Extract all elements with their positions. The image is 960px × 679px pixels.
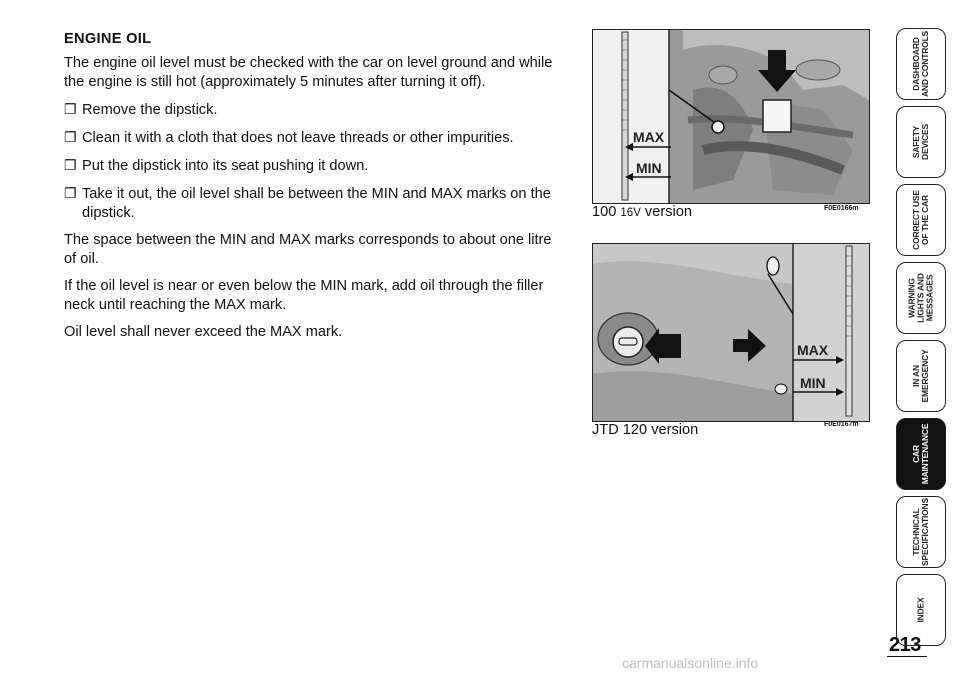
step-item	[64, 184, 564, 223]
tab-in-an-emergency[interactable]: IN AN EMERGENCY	[896, 340, 946, 412]
step-item	[64, 156, 564, 176]
tab-car-maintenance[interactable]: CAR MAINTENANCE	[896, 418, 946, 490]
checkbox-bullet-icon: ❒	[64, 129, 77, 145]
body-paragraph: The space between the MIN and MAX marks corresponds to about one litre of oil.	[64, 232, 552, 267]
step-item	[64, 128, 564, 148]
page-number: 213	[889, 634, 921, 656]
tab-dashboard-and-controls[interactable]: DASHBOARD AND CONTROLS	[896, 28, 946, 100]
checkbox-bullet-icon: ❒	[64, 101, 77, 117]
figure-code: F0E0166m	[824, 205, 859, 212]
step-item	[64, 100, 564, 120]
tab-index[interactable]: INDEX	[896, 574, 946, 646]
body-paragraph: Oil level shall never exceed the MAX mark.	[64, 324, 343, 340]
tab-correct-use-of-the-car[interactable]: CORRECT USE OF THE CAR	[896, 184, 946, 256]
min-mark-label: MIN	[636, 160, 662, 176]
step-text: Put the dipstick into its seat pushing it down.	[82, 158, 369, 174]
intro-paragraph: The engine oil level must be checked with the car on level ground and while the engine is still hot (approximately 5 minutes after turning it off).	[64, 55, 553, 90]
figure-code: F0E0167m	[824, 421, 859, 428]
watermark: carmanualsonline.info	[622, 655, 759, 671]
figure-engine-100-16v	[592, 29, 870, 204]
figure-caption-100-16v: 100 16V version	[592, 204, 692, 220]
body-paragraph: If the oil level is near or even below the MIN mark, add oil through the filler neck until reaching the MAX mark.	[64, 278, 544, 313]
step-text: Take it out, the oil level shall be between the MIN and MAX marks on the dipstick.	[82, 186, 551, 221]
max-mark-label: MAX	[633, 129, 665, 145]
step-text: Clean it with a cloth that does not leave threads or other impurities.	[82, 130, 514, 146]
max-mark-label: MAX	[797, 342, 829, 358]
checkbox-bullet-icon: ❒	[64, 185, 77, 201]
tab-warning-lights-and-messages[interactable]: WARNING LIGHTS AND MESSAGES	[896, 262, 946, 334]
engine-photo-illustration	[593, 244, 869, 421]
min-mark-label: MIN	[800, 375, 826, 391]
step-text: Remove the dipstick.	[82, 102, 218, 118]
tab-technical-specifications[interactable]: TECHNICAL SPECIFICATIONS	[896, 496, 946, 568]
engine-photo-illustration	[593, 30, 869, 203]
figure-caption-jtd-120: JTD 120 version	[592, 422, 699, 438]
engine-oil-section	[64, 30, 564, 350]
tab-safety-devices[interactable]: SAFETY DEVICES	[896, 106, 946, 178]
figure-engine-jtd-120	[592, 243, 870, 422]
checkbox-bullet-icon: ❒	[64, 157, 77, 173]
section-heading: ENGINE OIL	[64, 31, 152, 47]
page-number-rule	[887, 656, 927, 657]
